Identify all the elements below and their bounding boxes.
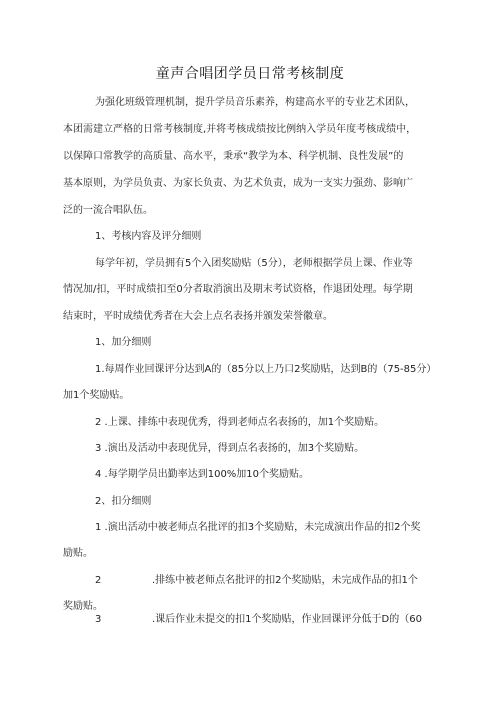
- deduct-item-1: 1 .演出活动中被老师点名批评的扣3个奖励贴，未完成演出作品的扣2个奖: [95, 522, 421, 533]
- intro-line-2: 本团需建立严格的日常考核制度,并将考核成绩按比例纳入学员年度考核成绩中，: [63, 124, 417, 135]
- add-section-heading: 1、加分细则: [95, 337, 152, 348]
- deduct-section-heading: 2、扣分细则: [95, 496, 152, 507]
- add-item-2: 2 .上课、排练中表现优秀，得到老师点名表扬的，加1个奖励贴。: [95, 417, 385, 428]
- add-item-3: 3 .演出及活动中表现优异，得到点名表扬的，加3个奖励贴。: [95, 443, 365, 454]
- intro-line-3: 以保障口常教学的高质量、高水平，秉承“教学为本、科学机制、良性发展”的: [63, 151, 404, 162]
- deduct-item-2-cont: 奖励贴。: [63, 601, 103, 612]
- section1-heading: 1、考核内容及评分细则: [95, 231, 202, 242]
- intro-line-1: 为强化班级管理机制，提升学员音乐素养，构建高水平的专业艺术团队，: [95, 97, 415, 108]
- add-item-1: 1.每周作业回课评分达到A的（85分以上乃口2奖励贴，达到B的（75-85分）: [95, 364, 437, 375]
- deduct-item-3-number: 3: [95, 614, 102, 625]
- intro-line-4: 基本原则，为学员负责、为家长负责、为艺术负责，成为一支实力强劲、影响广: [63, 178, 413, 189]
- section1-line-1: 每学年初，学员拥有5个入团奖励贴（5分），老师根据学员上课、作业等: [95, 258, 413, 269]
- deduct-item-2-text: .排练中被老师点名批评的扣2个奖励贴，未完成作品的扣1个: [152, 575, 418, 586]
- document-title: 童声合唱团学员日常考核制度: [155, 66, 345, 82]
- intro-line-5: 泛的一流合唱队伍。: [63, 205, 153, 216]
- deduct-item-3-text: .课后作业未提交的扣1个奖励贴，作业回课评分低于D的（60: [152, 614, 422, 625]
- add-item-4: 4 .每学期学员出勤率达到100%加10个奖励贴。: [95, 469, 310, 480]
- section1-line-3: 结束时，平时成绩优秀者在大会上点名表扬并颁发荣誉徽章。: [63, 311, 333, 322]
- add-item-1-cont: 加1个奖励贴。: [63, 390, 130, 401]
- deduct-item-1-cont: 励贴。: [63, 548, 93, 559]
- section1-line-2: 情况加/扣，平时成绩扣至0分者取消演出及期末考试资格，作退团处理。每学期: [63, 284, 413, 295]
- deduct-item-2-number: 2: [95, 575, 102, 586]
